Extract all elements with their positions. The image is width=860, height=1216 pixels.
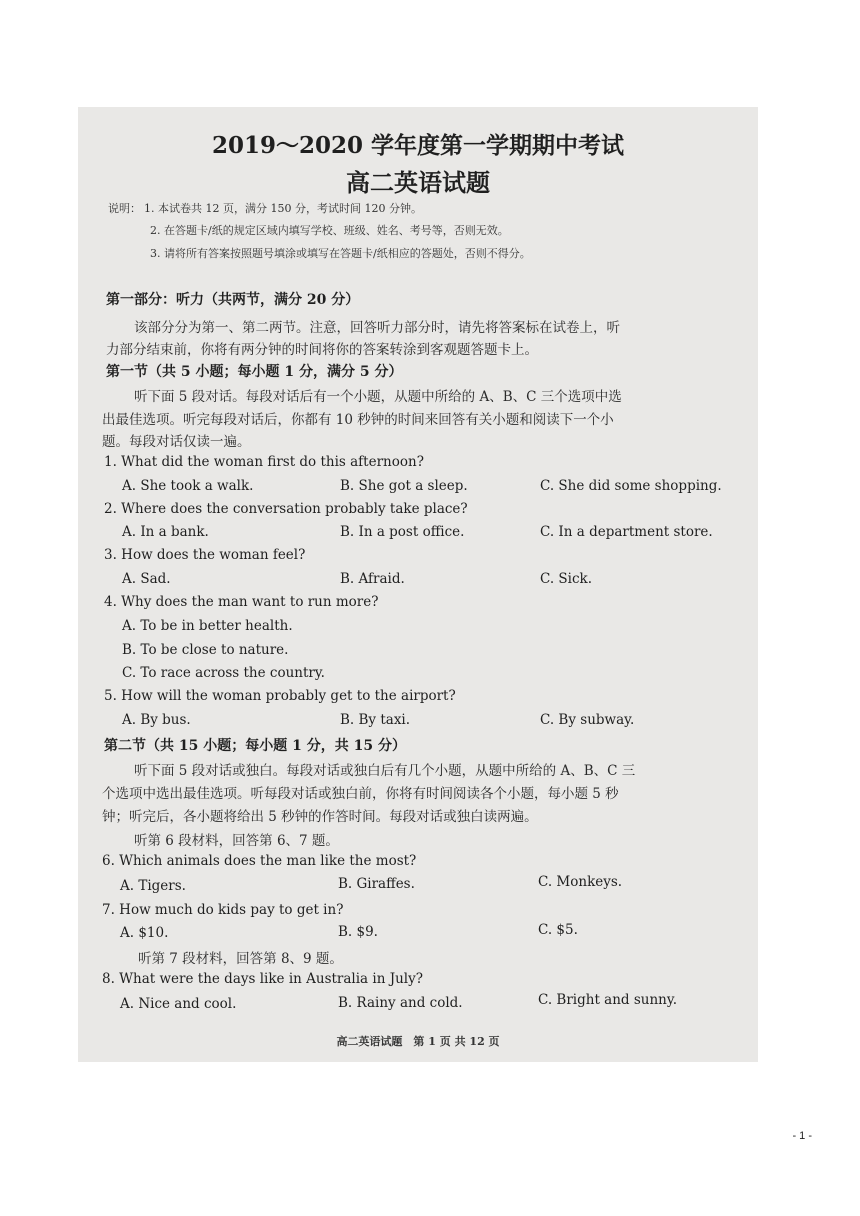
exam-title: 2019～2020 学年度第一学期期中考试 bbox=[211, 132, 625, 159]
page-number: - 1 - bbox=[792, 1130, 812, 1142]
q1-option-b: B. She got a sleep. bbox=[340, 478, 468, 494]
q1-option-c: C. She did some shopping. bbox=[540, 478, 722, 494]
section2-heading: 第二节（共 15 小题；每小题 1 分，共 15 分） bbox=[104, 738, 406, 754]
q2-option-b: B. In a post office. bbox=[340, 524, 465, 540]
material-7-instruction: 听第 7 段材料，回答第 8、9 题。 bbox=[138, 951, 343, 967]
exam-subtitle: 高二英语试题 bbox=[346, 168, 490, 197]
q7-option-a: A. $10. bbox=[120, 925, 169, 941]
q3-option-c: C. Sick. bbox=[540, 571, 593, 587]
q4-option-a: A. To be in better health. bbox=[122, 618, 293, 634]
q7-option-c: C. $5. bbox=[538, 922, 578, 938]
q7-option-b: B. $9. bbox=[338, 924, 378, 940]
instruction-item: 1. 本试卷共 12 页，满分 150 分，考试时间 120 分钟。 bbox=[144, 202, 422, 215]
q2-option-a: A. In a bank. bbox=[122, 524, 209, 540]
material-6-instruction: 听第 6 段材料，回答第 6、7 题。 bbox=[134, 833, 339, 849]
section2-intro: 钟；听完后，各小题将给出 5 秒钟的作答时间。每段对话或独白读两遍。 bbox=[102, 809, 538, 825]
q5-option-a: A. By bus. bbox=[122, 712, 191, 728]
q5-option-c: C. By subway. bbox=[540, 712, 635, 728]
part1-intro: 力部分结束前，你将有两分钟的时间将你的答案转涂到客观题答题卡上。 bbox=[106, 342, 538, 358]
q4-option-c: C. To race across the country. bbox=[122, 665, 325, 681]
section2-intro: 个选项中选出最佳选项。听每段对话或独白前，你将有时间阅读各个小题，每小题 5 秒 bbox=[102, 786, 619, 802]
q8-option-a: A. Nice and cool. bbox=[120, 996, 237, 1012]
instruction-item: 2. 在答题卡/纸的规定区域内填写学校、班级、姓名、考号等，否则无效。 bbox=[150, 224, 509, 237]
question-1: 1. What did the woman first do this afternoon? bbox=[104, 454, 424, 470]
section1-intro: 题。每段对话仅读一遍。 bbox=[102, 434, 251, 450]
q3-option-a: A. Sad. bbox=[122, 571, 171, 587]
instruction-item: 3. 请将所有答案按照题号填涂或填写在答题卡/纸相应的答题处，否则不得分。 bbox=[150, 247, 531, 260]
question-4: 4. Why does the man want to run more? bbox=[104, 594, 379, 610]
q6-option-a: A. Tigers. bbox=[120, 878, 186, 894]
section1-intro: 听下面 5 段对话。每段对话后有一个小题，从题中所给的 A、B、C 三个选项中选 bbox=[134, 389, 622, 405]
part1-heading: 第一部分：听力（共两节，满分 20 分） bbox=[106, 292, 360, 308]
section1-heading: 第一节（共 5 小题；每小题 1 分，满分 5 分） bbox=[106, 364, 403, 380]
question-8: 8. What were the days like in Australia in July? bbox=[102, 971, 423, 987]
q4-option-b: B. To be close to nature. bbox=[122, 642, 289, 658]
question-3: 3. How does the woman feel? bbox=[104, 547, 306, 563]
q6-option-c: C. Monkeys. bbox=[538, 874, 623, 890]
q8-option-c: C. Bright and sunny. bbox=[538, 992, 677, 1008]
q8-option-b: B. Rainy and cold. bbox=[338, 995, 463, 1011]
instructions-label: 说明： bbox=[108, 202, 141, 215]
q1-option-a: A. She took a walk. bbox=[122, 478, 254, 494]
question-6: 6. Which animals does the man like the most? bbox=[102, 853, 417, 869]
page-footer: 高二英语试题 第 1 页 共 12 页 bbox=[336, 1035, 500, 1048]
question-5: 5. How will the woman probably get to the airport? bbox=[104, 688, 456, 704]
q3-option-b: B. Afraid. bbox=[340, 571, 405, 587]
q2-option-c: C. In a department store. bbox=[540, 524, 713, 540]
section1-intro: 出最佳选项。听完每段对话后，你都有 10 秒钟的时间来回答有关小题和阅读下一个小 bbox=[102, 412, 614, 428]
question-7: 7. How much do kids pay to get in? bbox=[102, 902, 344, 918]
q5-option-b: B. By taxi. bbox=[340, 712, 411, 728]
section2-intro: 听下面 5 段对话或独白。每段对话或独白后有几个小题，从题中所给的 A、B、C 三 bbox=[134, 763, 636, 779]
question-2: 2. Where does the conversation probably take place? bbox=[104, 501, 468, 517]
exam-page-photo bbox=[78, 107, 758, 1062]
part1-intro: 该部分分为第一、第二两节。注意，回答听力部分时，请先将答案标在试卷上，听 bbox=[134, 320, 620, 336]
q6-option-b: B. Giraffes. bbox=[338, 876, 415, 892]
